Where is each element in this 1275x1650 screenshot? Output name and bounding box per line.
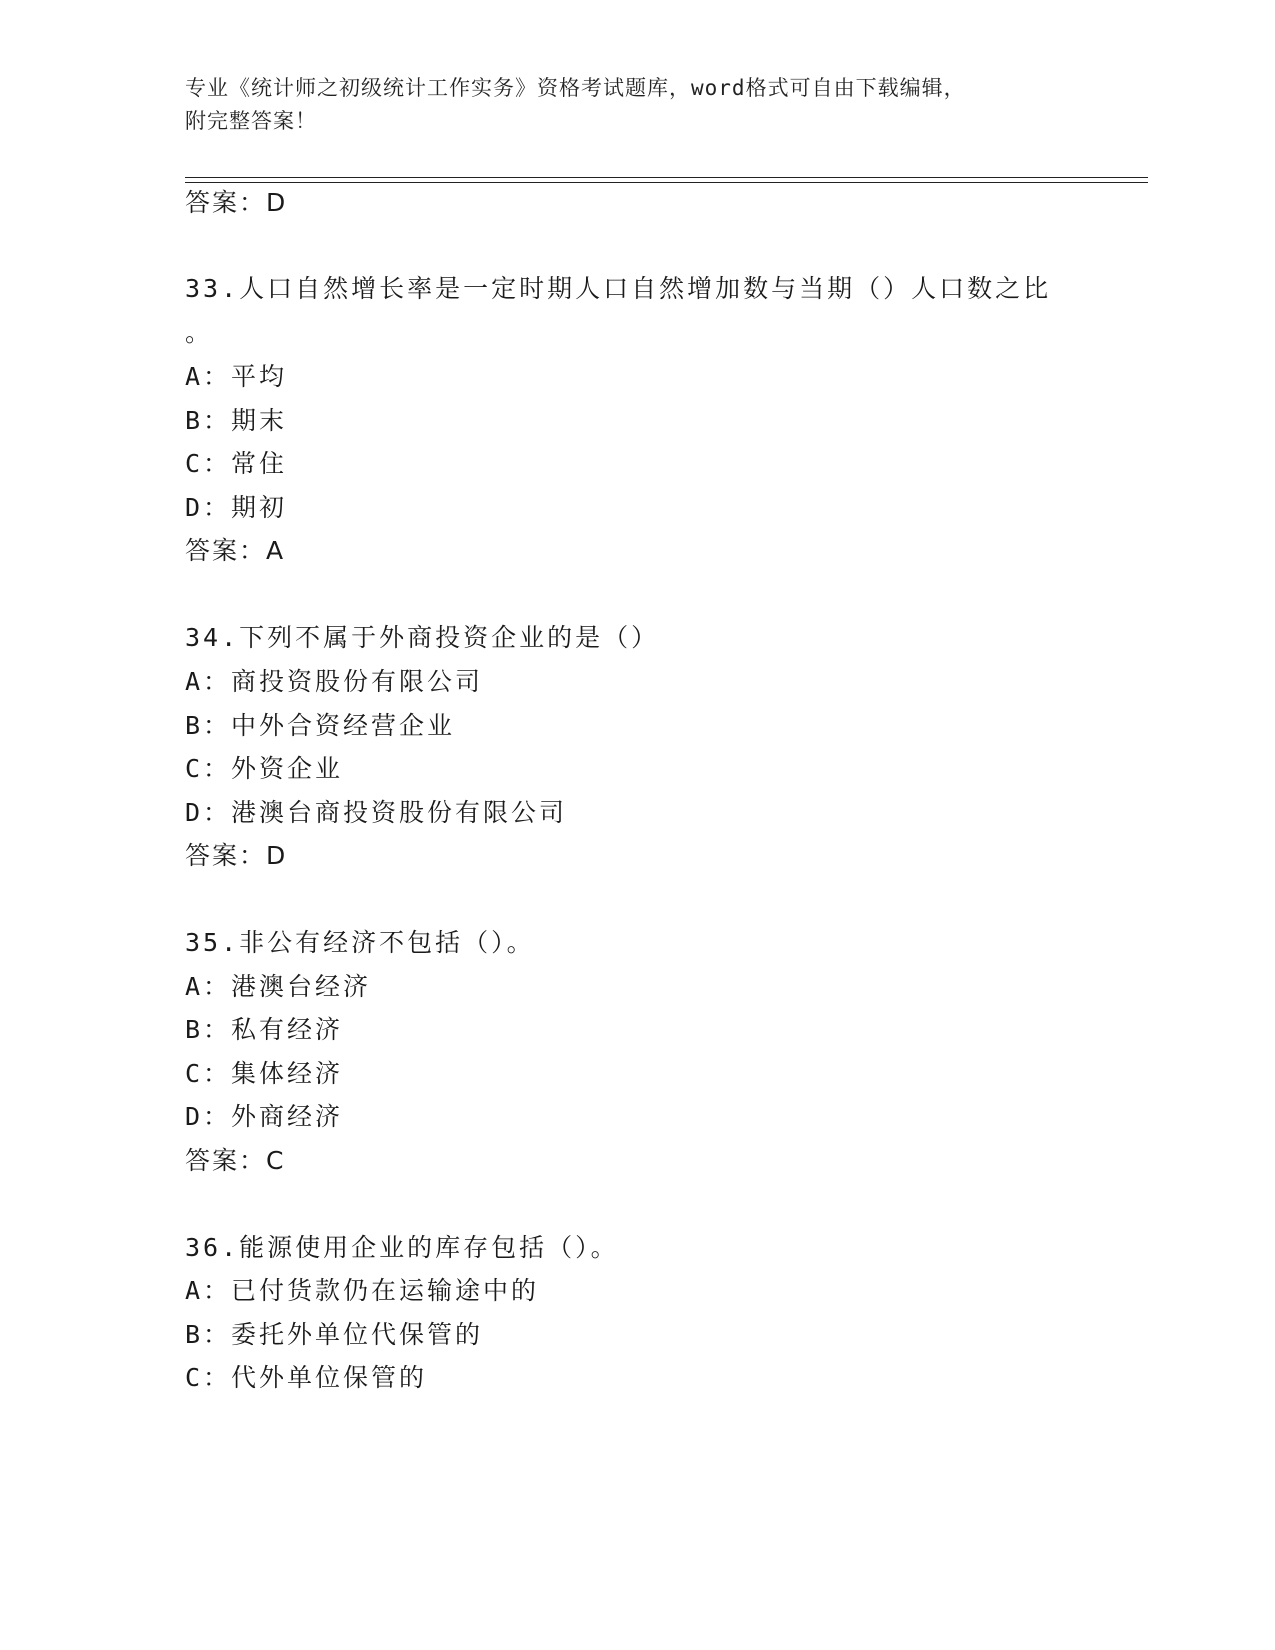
question-stem: 35.非公有经济不包括（）。 bbox=[185, 928, 535, 957]
option-a: A：平均 bbox=[185, 362, 288, 391]
answer-value: D bbox=[266, 841, 287, 870]
answer-label: 答案： bbox=[185, 841, 267, 870]
answer-label: 答案： bbox=[185, 536, 267, 565]
option-d: D：期初 bbox=[185, 493, 288, 522]
question-stem: 34.下列不属于外商投资企业的是（） bbox=[185, 623, 660, 652]
answer-line bbox=[185, 841, 286, 871]
option-b: B：委托外单位代保管的 bbox=[185, 1320, 484, 1349]
header-line-1: 专业《统计师之初级统计工作实务》资格考试题库，word格式可自由下载编辑， bbox=[185, 76, 966, 100]
option-d: D：港澳台商投资股份有限公司 bbox=[185, 798, 568, 827]
option-a: A：港澳台经济 bbox=[185, 972, 372, 1001]
header-line-2: 附完整答案！ bbox=[185, 109, 317, 133]
question-stem-continuation: 。 bbox=[185, 318, 214, 347]
option-a: A：商投资股份有限公司 bbox=[185, 667, 484, 696]
answer-line bbox=[185, 188, 286, 218]
option-d: D：外商经济 bbox=[185, 1102, 344, 1131]
answer-line bbox=[185, 536, 284, 566]
option-c: C：集体经济 bbox=[185, 1059, 344, 1088]
answer-label: 答案： bbox=[185, 188, 267, 217]
option-b: B：私有经济 bbox=[185, 1015, 344, 1044]
answer-line bbox=[185, 1146, 284, 1176]
option-c: C：常住 bbox=[185, 449, 288, 478]
header-divider-top bbox=[185, 177, 1148, 178]
answer-value: D bbox=[266, 188, 287, 217]
header-divider-bottom bbox=[185, 182, 1148, 183]
question-stem: 33.人口自然增长率是一定时期人口自然增加数与当期（）人口数之比 bbox=[185, 274, 1052, 303]
option-b: B：期末 bbox=[185, 406, 288, 435]
answer-value: A bbox=[266, 536, 285, 565]
option-c: C：外资企业 bbox=[185, 754, 344, 783]
option-c: C：代外单位保管的 bbox=[185, 1363, 428, 1392]
answer-label: 答案： bbox=[185, 1146, 267, 1175]
option-a: A：已付货款仍在运输途中的 bbox=[185, 1276, 540, 1305]
answer-value: C bbox=[266, 1146, 285, 1175]
document-header bbox=[185, 72, 1085, 138]
question-stem: 36.能源使用企业的库存包括（）。 bbox=[185, 1233, 619, 1262]
option-b: B：中外合资经营企业 bbox=[185, 711, 456, 740]
